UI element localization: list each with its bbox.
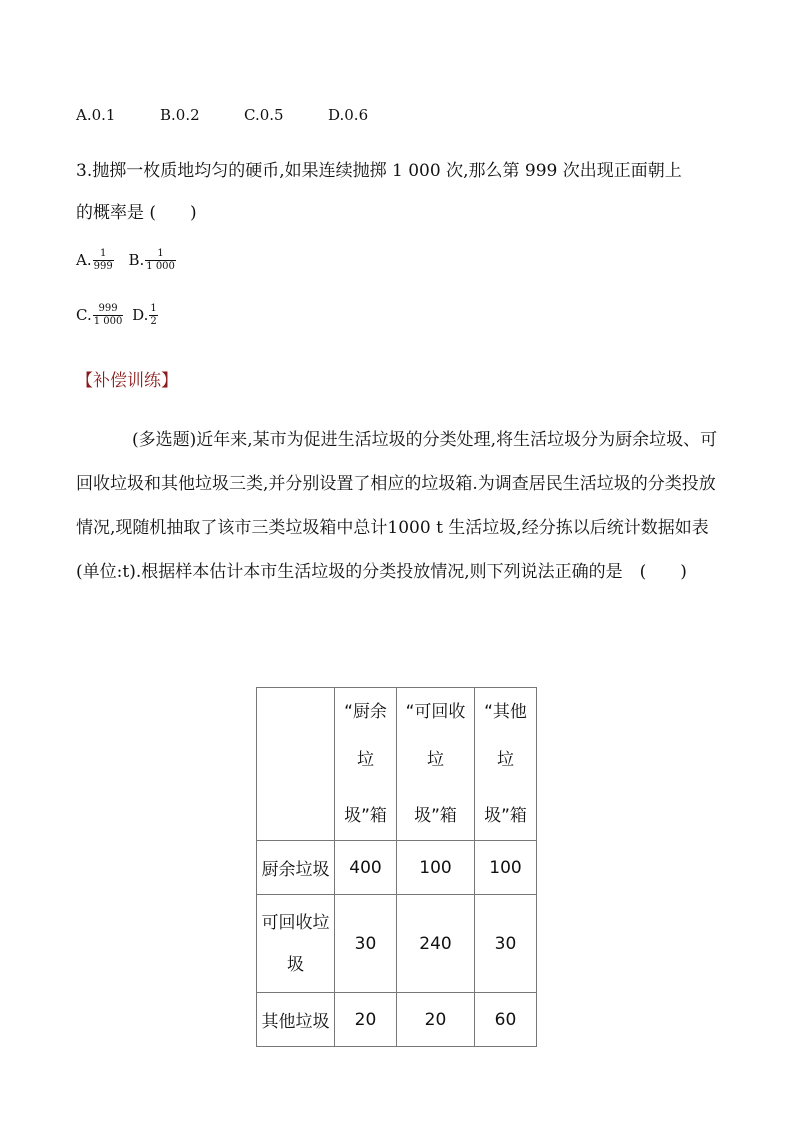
header-kitchen-bin [335, 688, 397, 841]
header-recyclable-bin [397, 688, 475, 841]
option-b: B.0.2 [160, 106, 200, 124]
q3-option-b [128, 248, 175, 272]
header-text: “可回收 [405, 702, 466, 722]
option-c: C.0.5 [244, 106, 284, 124]
section-title: 【补偿训练】 [76, 371, 178, 391]
header-text: 垃 [427, 750, 444, 770]
fraction-numerator: 1 [150, 303, 157, 314]
header-text: 圾”箱 [344, 806, 387, 826]
fraction-numerator: 999 [93, 303, 124, 316]
question-3-line-1: 3.抛掷一枚质地均匀的硬币,如果连续抛掷 1 000 次,那么第 999 次出现正面朝上 [76, 161, 682, 181]
row-label-text: 可回收垃 [261, 912, 330, 933]
question-3-options-row-1 [76, 248, 176, 273]
option-a: A.0.1 [76, 106, 116, 124]
q3-option-d-fraction [149, 303, 157, 328]
question-3-options-row-2 [76, 303, 158, 328]
row-label [257, 895, 335, 993]
fraction-numerator: 1 [145, 248, 176, 261]
table-cell: 30 [475, 895, 537, 993]
fraction-denominator: 1 000 [93, 316, 123, 327]
table-corner-cell [257, 688, 335, 841]
header-text: 圾”箱 [414, 806, 457, 826]
table-cell: 20 [335, 993, 397, 1047]
fraction-denominator: 2 [150, 316, 157, 327]
q3-option-c-letter: C. [76, 305, 92, 324]
table-cell: 100 [475, 841, 537, 895]
q3-option-b-letter: B. [128, 250, 145, 269]
q3-option-a [76, 248, 118, 272]
table-header-row [257, 688, 537, 841]
option-d: D.0.6 [328, 106, 369, 124]
q3-option-b-fraction [145, 248, 176, 273]
q3-option-c [76, 303, 128, 327]
header-text: “厨余 [344, 702, 387, 722]
problem-text: (多选题)近年来,某市为促进生活垃圾的分类处理,将生活垃圾分为厨余垃圾、可回收垃圾和其他垃圾三类,并分别设置了相应的垃圾箱.为调查居民生活垃圾的分类投放情况,现随机抽取了该市三类垃圾箱中总计1000 t 生活垃圾,经分拣以后统计数据如表(单位:t).根据样本估计本市生活垃圾的分类投放情况,则下列说法正确的是 ( ) [76, 430, 718, 582]
q3-option-a-letter: A. [76, 250, 92, 269]
row-label: 厨余垃圾 [257, 841, 335, 895]
table-cell: 100 [397, 841, 475, 895]
table-row [257, 993, 537, 1047]
fraction-denominator: 999 [93, 261, 113, 272]
header-other-bin [475, 688, 537, 841]
problem-paragraph [76, 418, 726, 594]
fraction-denominator: 1 000 [146, 261, 175, 272]
garbage-sorting-table [256, 687, 537, 1047]
table-cell: 400 [335, 841, 397, 895]
q3-option-d [132, 303, 158, 327]
row-label-text: 圾 [287, 954, 304, 975]
fraction-numerator: 1 [93, 248, 114, 261]
q3-option-d-letter: D. [132, 305, 149, 324]
question-3-line-2: 的概率是 ( ) [76, 203, 197, 223]
q3-option-c-fraction [93, 303, 124, 328]
header-text: “其他 [484, 702, 527, 722]
table-cell: 30 [335, 895, 397, 993]
header-text: 圾”箱 [484, 806, 527, 826]
header-text: 垃 [497, 750, 514, 770]
q3-option-a-fraction [93, 248, 114, 273]
table-cell: 240 [397, 895, 475, 993]
header-text: 垃 [357, 750, 374, 770]
table-row [257, 841, 537, 895]
table-row [257, 895, 537, 993]
table-cell: 60 [475, 993, 537, 1047]
row-label: 其他垃圾 [257, 993, 335, 1047]
table-cell: 20 [397, 993, 475, 1047]
